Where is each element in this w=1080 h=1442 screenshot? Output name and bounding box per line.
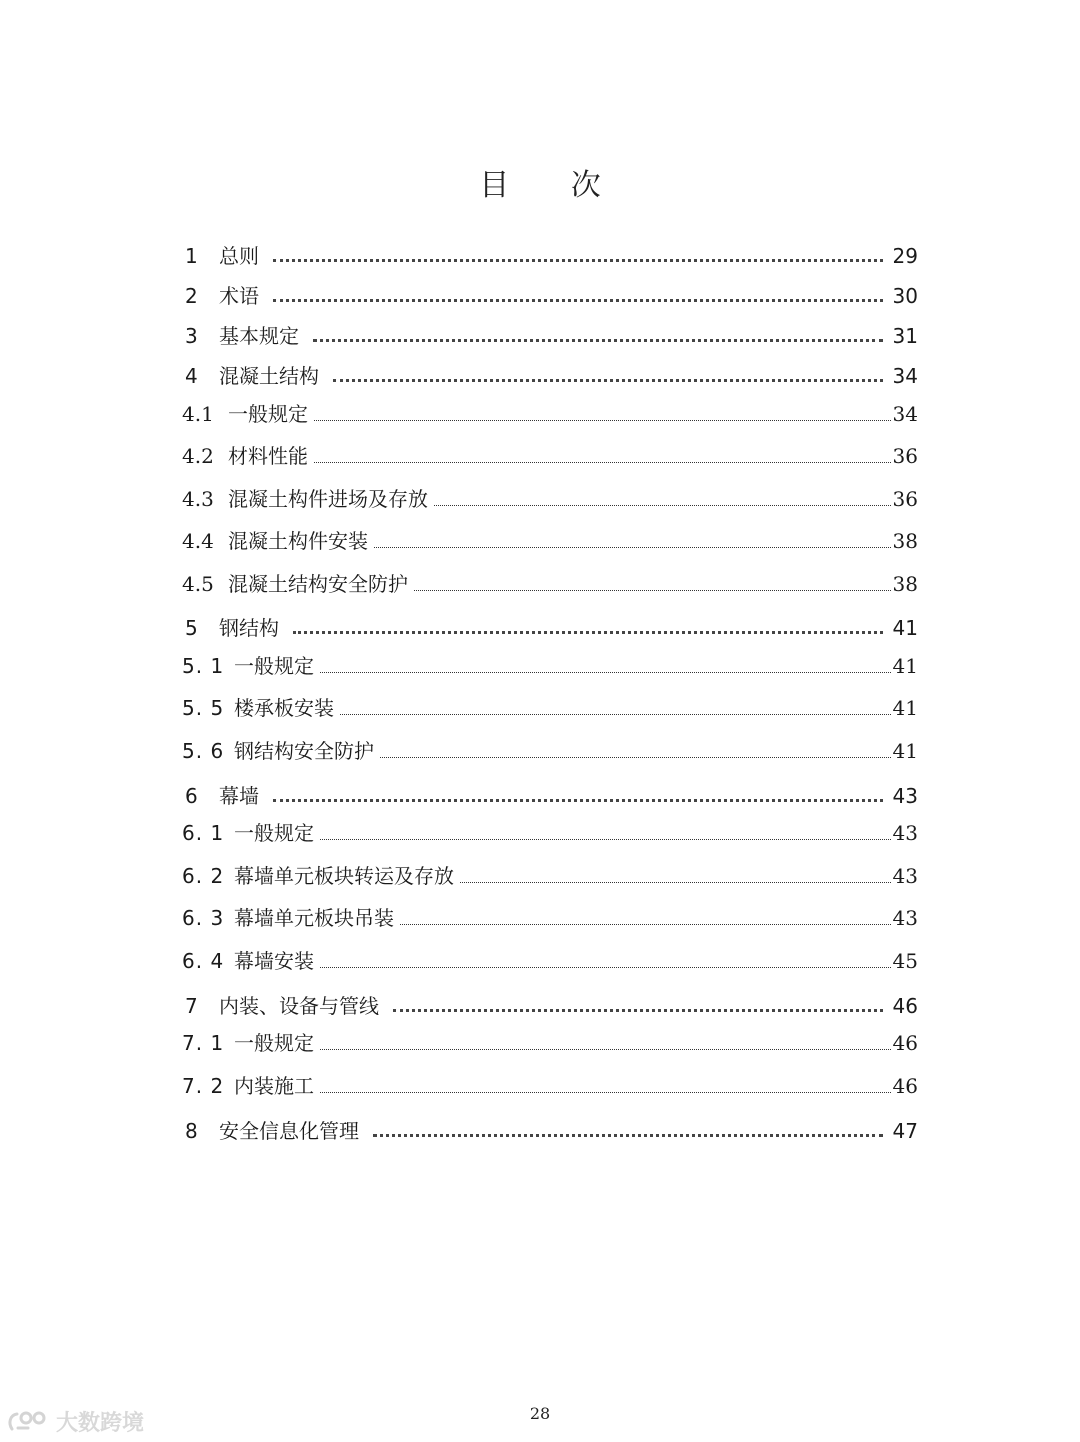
toc-chapter-entry[interactable] bbox=[182, 776, 918, 810]
toc-dot-leader bbox=[273, 299, 883, 302]
toc-chapter-entry[interactable] bbox=[182, 1111, 918, 1145]
toc-dot-leader bbox=[320, 839, 891, 840]
toc-entry-label: 材料性能 bbox=[228, 444, 308, 468]
watermark-text: 大数跨境 bbox=[56, 1411, 145, 1436]
toc-chapter-entry[interactable] bbox=[182, 276, 918, 310]
toc-dot-leader bbox=[333, 379, 883, 382]
toc-entry-label: 基本规定 bbox=[219, 324, 299, 348]
toc-section-entry[interactable] bbox=[182, 521, 918, 555]
toc-entry-label: 混凝土构件安装 bbox=[228, 529, 368, 553]
toc-entry-number: 4.1 bbox=[182, 402, 214, 426]
toc-entry-label: 一般规定 bbox=[234, 654, 314, 678]
toc-entry-page: 36 bbox=[892, 444, 918, 468]
toc-entry-page: 46 bbox=[892, 994, 918, 1018]
toc-entry-number: 4.3 bbox=[182, 487, 214, 511]
toc-entry-number: 6. 4 bbox=[182, 949, 225, 973]
toc-entry-label: 混凝土结构 bbox=[219, 364, 319, 388]
toc-dot-leader bbox=[320, 1092, 891, 1093]
toc-dot-leader bbox=[313, 339, 883, 342]
toc-entry-page: 46 bbox=[892, 1074, 918, 1098]
toc-entry-page: 46 bbox=[892, 1031, 918, 1055]
toc-entry-number: 1 bbox=[185, 244, 198, 268]
toc-section-entry[interactable] bbox=[182, 731, 918, 765]
toc-chapter-entry[interactable] bbox=[182, 986, 918, 1020]
toc-entry-page: 41 bbox=[892, 739, 918, 763]
toc-entry-label: 幕墙单元板块转运及存放 bbox=[234, 864, 454, 888]
toc-entry-number: 4.4 bbox=[182, 529, 214, 553]
toc-entry-number: 6. 1 bbox=[182, 821, 225, 845]
toc-dot-leader bbox=[340, 714, 891, 715]
toc-dot-leader bbox=[374, 547, 891, 548]
toc-entry-number: 5. 6 bbox=[182, 739, 225, 763]
toc-entry-page: 41 bbox=[892, 696, 918, 720]
toc-entry-number: 3 bbox=[185, 324, 198, 348]
toc-section-entry[interactable] bbox=[182, 436, 918, 470]
toc-entry-label: 总则 bbox=[219, 244, 259, 268]
toc-section-entry[interactable] bbox=[182, 564, 918, 598]
toc-entry-page: 36 bbox=[892, 487, 918, 511]
toc-entry-label: 混凝土结构安全防护 bbox=[228, 572, 408, 596]
toc-entry-page: 34 bbox=[892, 402, 918, 426]
toc-dot-leader bbox=[400, 924, 891, 925]
toc-dot-leader bbox=[273, 799, 883, 802]
toc-section-entry[interactable] bbox=[182, 856, 918, 890]
toc-entry-label: 幕墙 bbox=[219, 784, 259, 808]
toc-entry-page: 38 bbox=[892, 529, 918, 553]
toc-dot-leader bbox=[373, 1134, 883, 1137]
toc-dot-leader bbox=[314, 462, 891, 463]
toc-entry-number: 7. 1 bbox=[182, 1031, 225, 1055]
toc-entry-page: 43 bbox=[892, 821, 918, 845]
toc-entry-label: 一般规定 bbox=[228, 402, 308, 426]
toc-section-entry[interactable] bbox=[182, 813, 918, 847]
toc-entry-label: 钢结构 bbox=[219, 616, 279, 640]
toc-dot-leader bbox=[414, 590, 891, 591]
toc-dot-leader bbox=[314, 420, 891, 421]
toc-entry-page: 43 bbox=[892, 864, 918, 888]
toc-section-entry[interactable] bbox=[182, 898, 918, 932]
toc-entry-page: 41 bbox=[892, 654, 918, 678]
toc-entry-page: 41 bbox=[892, 616, 918, 640]
toc-entry-number: 6 bbox=[185, 784, 198, 808]
toc-chapter-entry[interactable] bbox=[182, 608, 918, 642]
toc-section-entry[interactable] bbox=[182, 394, 918, 428]
toc-entry-label: 楼承板安装 bbox=[234, 696, 334, 720]
toc-section-entry[interactable] bbox=[182, 1066, 918, 1100]
toc-dot-leader bbox=[320, 967, 891, 968]
toc-entry-label: 幕墙安装 bbox=[234, 949, 314, 973]
toc-entry-page: 43 bbox=[892, 906, 918, 930]
toc-dot-leader bbox=[460, 882, 891, 883]
toc-entry-page: 30 bbox=[892, 284, 918, 308]
watermark-logo-icon bbox=[6, 1409, 52, 1435]
toc-entry-label: 内装施工 bbox=[234, 1074, 314, 1098]
toc-chapter-entry[interactable] bbox=[182, 316, 918, 350]
toc-section-entry[interactable] bbox=[182, 646, 918, 680]
toc-entry-label: 术语 bbox=[219, 284, 259, 308]
toc-entry-label: 钢结构安全防护 bbox=[234, 739, 374, 763]
toc-entry-number: 4.2 bbox=[182, 444, 214, 468]
toc-entry-label: 一般规定 bbox=[234, 1031, 314, 1055]
toc-entry-page: 43 bbox=[892, 784, 918, 808]
toc-entry-label: 安全信息化管理 bbox=[219, 1119, 359, 1143]
toc-dot-leader bbox=[273, 259, 883, 262]
toc-entry-number: 4 bbox=[185, 364, 198, 388]
page-number: 28 bbox=[529, 1404, 551, 1423]
toc-entry-number: 7 bbox=[185, 994, 198, 1018]
toc-entry-number: 4.5 bbox=[182, 572, 214, 596]
toc-entry-number: 6. 3 bbox=[182, 906, 225, 930]
toc-entry-page: 47 bbox=[892, 1119, 918, 1143]
watermark bbox=[6, 1406, 144, 1437]
toc-dot-leader bbox=[320, 672, 891, 673]
toc-entry-number: 5 bbox=[185, 616, 198, 640]
toc-chapter-entry[interactable] bbox=[182, 356, 918, 390]
toc-entry-page: 38 bbox=[892, 572, 918, 596]
toc-entry-label: 混凝土构件进场及存放 bbox=[228, 487, 428, 511]
toc-entry-label: 幕墙单元板块吊装 bbox=[234, 906, 394, 930]
toc-dot-leader bbox=[393, 1009, 883, 1012]
toc-dot-leader bbox=[380, 757, 891, 758]
toc-section-entry[interactable] bbox=[182, 941, 918, 975]
toc-entry-number: 6. 2 bbox=[182, 864, 225, 888]
toc-entry-number: 5. 1 bbox=[182, 654, 225, 678]
toc-entry-page: 31 bbox=[892, 324, 918, 348]
toc-entry-label: 一般规定 bbox=[234, 821, 314, 845]
page-title: 目 次 bbox=[479, 168, 627, 203]
toc-section-entry[interactable] bbox=[182, 479, 918, 513]
toc-dot-leader bbox=[320, 1049, 891, 1050]
toc-entry-number: 5. 5 bbox=[182, 696, 225, 720]
toc-entry-label: 内装、设备与管线 bbox=[219, 994, 379, 1018]
toc-section-entry[interactable] bbox=[182, 688, 918, 722]
toc-dot-leader bbox=[293, 631, 883, 634]
toc-entry-page: 29 bbox=[892, 244, 918, 268]
toc-entry-page: 45 bbox=[892, 949, 918, 973]
toc-entry-page: 34 bbox=[892, 364, 918, 388]
toc-entry-number: 2 bbox=[185, 284, 198, 308]
toc-entry-number: 8 bbox=[185, 1119, 198, 1143]
toc-section-entry[interactable] bbox=[182, 1023, 918, 1057]
toc-entry-number: 7. 2 bbox=[182, 1074, 225, 1098]
toc-dot-leader bbox=[434, 505, 891, 506]
toc-chapter-entry[interactable] bbox=[182, 236, 918, 270]
